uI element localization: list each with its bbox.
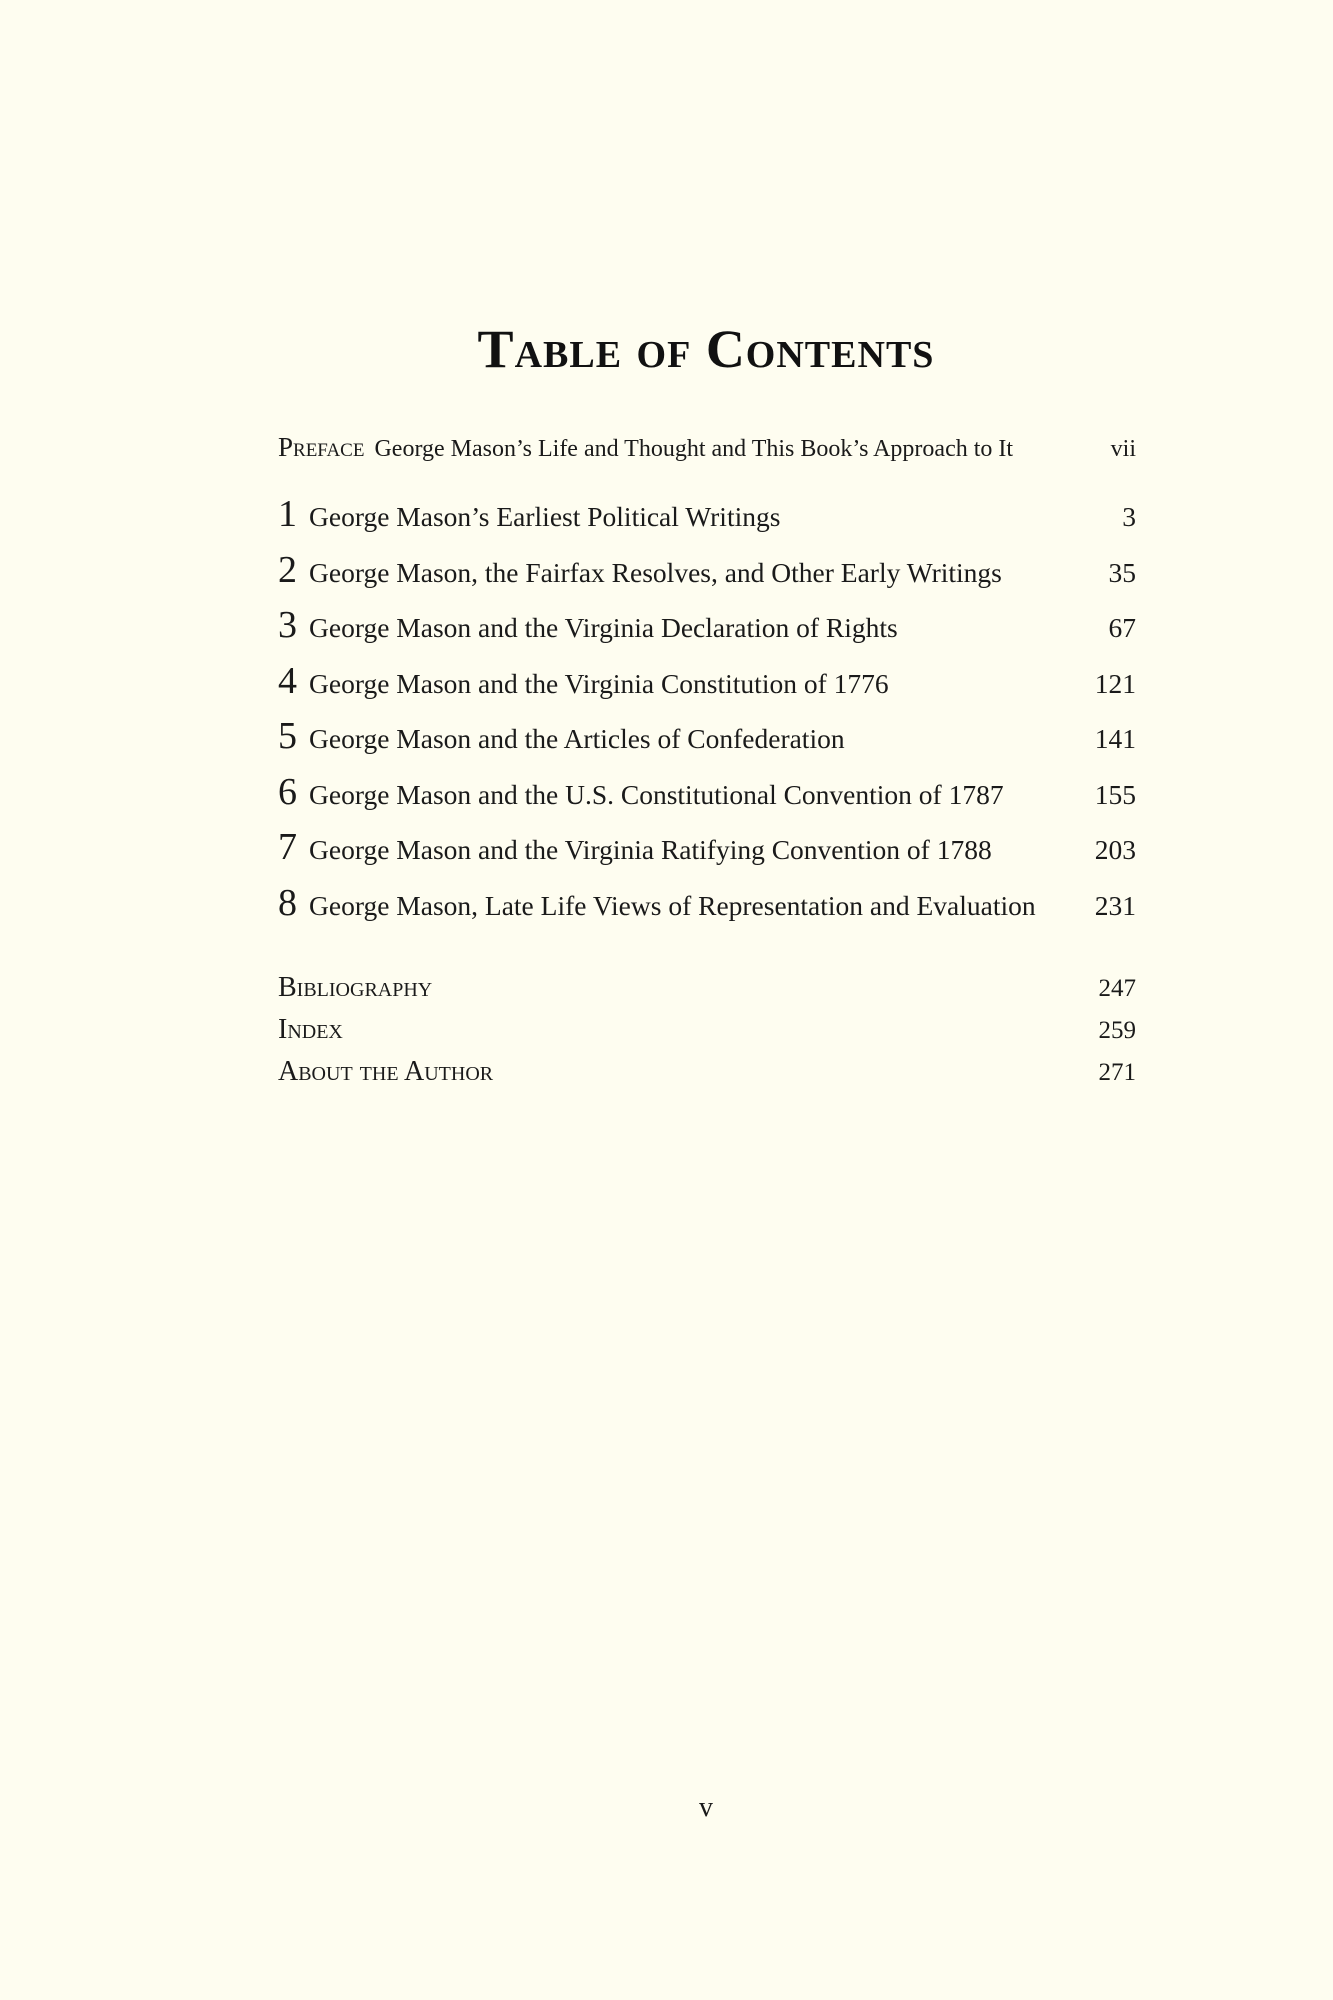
toc-preface-entry	[278, 432, 1136, 463]
page-title: Table of Contents	[477, 319, 935, 379]
chapter-number: 6	[278, 770, 297, 813]
chapter-page-number: 121	[1094, 667, 1136, 699]
toc-backmatter-entry	[278, 1014, 1136, 1056]
preface-label: Preface	[278, 432, 365, 462]
chapter-title: George Mason and the Virginia Constitution of 1776	[309, 667, 889, 699]
chapter-page-number: 231	[1094, 889, 1136, 921]
chapter-page-number: 141	[1094, 723, 1136, 754]
toc-chapter-entry	[278, 714, 1136, 770]
chapter-number: 7	[278, 826, 297, 868]
toc-backmatter-entry	[278, 972, 1136, 1014]
chapter-title: George Mason and the Virginia Declaration of Rights	[309, 612, 898, 643]
chapter-number: 3	[278, 604, 297, 646]
chapter-title: George Mason and the Articles of Confederation	[309, 723, 845, 754]
chapter-title: George Mason, the Fairfax Resolves, and Other Early Writings	[309, 556, 1002, 588]
toc-chapter-entry	[278, 881, 1136, 937]
index-label: Index	[278, 1014, 343, 1045]
about-author-page-number: 271	[1098, 1059, 1136, 1086]
index-page-number: 259	[1098, 1017, 1136, 1044]
chapter-number: 2	[278, 548, 297, 591]
backmatter-list	[278, 972, 1136, 1098]
toc-chapter-entry	[278, 492, 1136, 548]
chapter-page-number: 67	[1108, 612, 1136, 643]
chapter-list	[278, 492, 1136, 936]
page-folio-number: v	[699, 1792, 713, 1823]
chapter-page-number: 203	[1094, 834, 1136, 865]
chapter-title: George Mason and the Virginia Ratifying Convention of 1788	[309, 834, 992, 865]
bibliography-page-number: 247	[1098, 975, 1136, 1002]
chapter-number: 4	[278, 659, 297, 702]
preface-page-number: vii	[1110, 436, 1136, 462]
chapter-title: George Mason’s Earliest Political Writings	[309, 501, 781, 532]
toc-chapter-entry	[278, 659, 1136, 715]
chapter-title: George Mason and the U.S. Constitutional Convention of 1787	[309, 778, 1004, 810]
chapter-number: 1	[278, 493, 297, 535]
chapter-page-number: 35	[1108, 556, 1136, 588]
toc-chapter-entry	[278, 770, 1136, 826]
chapter-page-number: 155	[1094, 778, 1136, 810]
chapter-page-number: 3	[1122, 501, 1136, 532]
toc-chapter-entry	[278, 603, 1136, 659]
toc-chapter-entry	[278, 548, 1136, 604]
bibliography-label: Bibliography	[278, 972, 433, 1003]
toc-backmatter-entry	[278, 1056, 1136, 1098]
preface-title: George Mason’s Life and Thought and This Book’s Approach to It	[374, 436, 1014, 462]
chapter-number: 8	[278, 881, 297, 924]
toc-chapter-entry	[278, 825, 1136, 881]
chapter-number: 5	[278, 715, 297, 757]
chapter-title: George Mason, Late Life Views of Representation and Evaluation	[309, 889, 1036, 921]
about-author-label: About the Author	[278, 1056, 494, 1087]
